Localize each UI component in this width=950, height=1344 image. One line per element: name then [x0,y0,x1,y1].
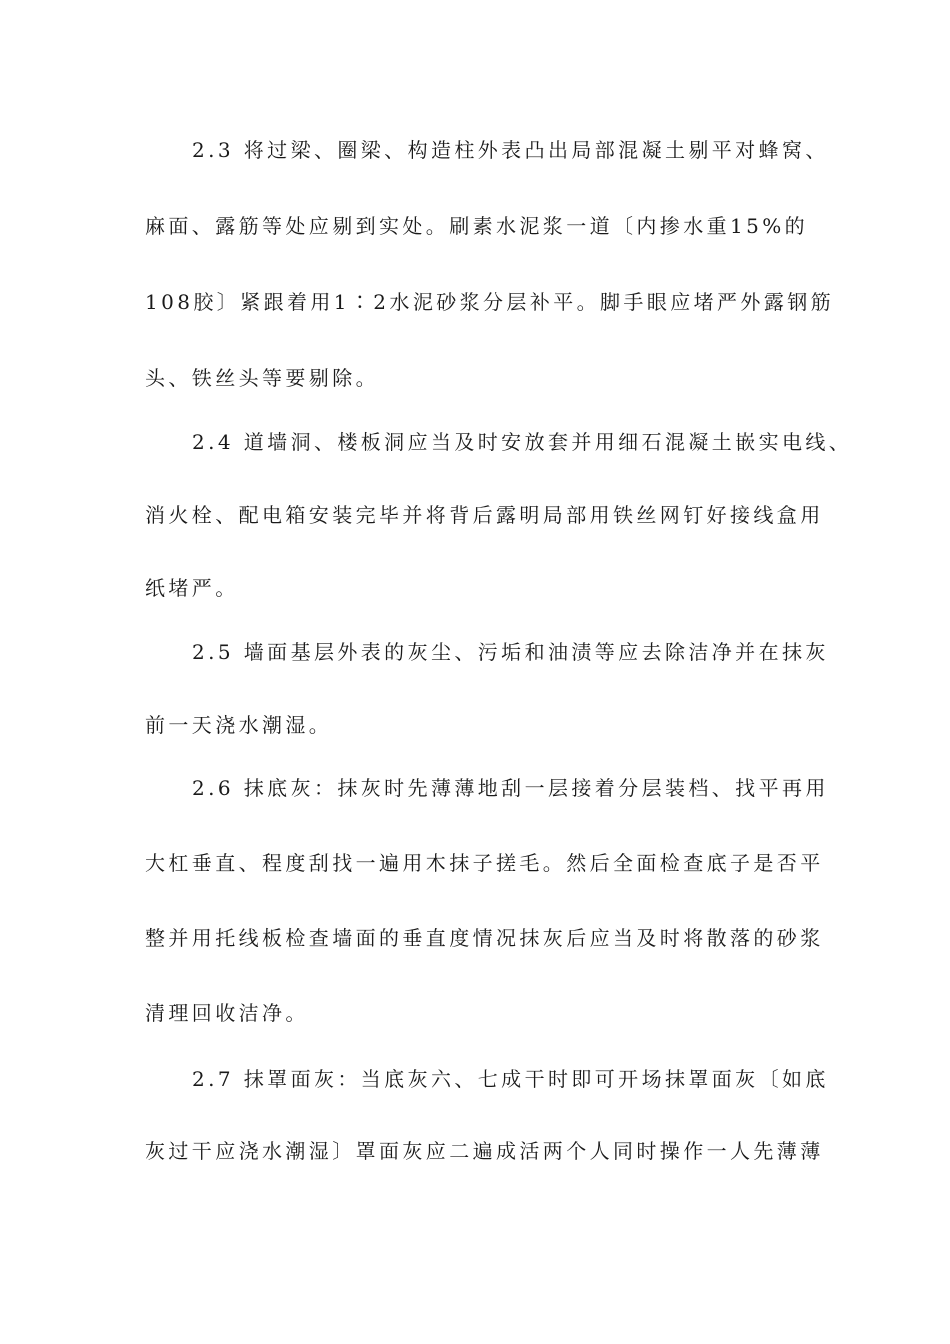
paragraph-2-3-line-1: 2.3 将过梁、圈梁、构造柱外表凸出局部混凝土剔平对蜂窝、 [192,138,829,162]
paragraph-2-6-line-3: 整并用托线板检查墙面的垂直度情况抹灰后应当及时将散落的砂浆 [145,926,824,950]
paragraph-2-6-line-2: 大杠垂直、程度刮找一遍用木抹子搓毛。然后全面检查底子是否平 [145,851,824,875]
paragraph-2-5-line-1: 2.5 墙面基层外表的灰尘、污垢和油渍等应去除洁净并在抹灰 [192,640,829,664]
paragraph-2-5-line-2: 前一天浇水潮湿。 [145,713,333,737]
paragraph-2-6-line-4: 清理回收洁净。 [145,1001,309,1025]
paragraph-2-3-line-3: 108胶〕紧跟着用1∶2水泥砂浆分层补平。脚手眼应堵严外露钢筋 [145,290,835,314]
paragraph-2-7-line-2: 灰过干应浇水潮湿〕罩面灰应二遍成活两个人同时操作一人先薄薄 [145,1139,824,1163]
paragraph-2-4-line-2: 消火栓、配电箱安装完毕并将背后露明局部用铁丝网钉好接线盒用 [145,503,824,527]
paragraph-2-4-line-3: 纸堵严。 [145,576,239,600]
paragraph-2-4-line-1: 2.4 道墙洞、楼板洞应当及时安放套并用细石混凝土嵌实电线、 [192,430,853,454]
paragraph-2-3-line-2: 麻面、露筋等处应剔到实处。刷素水泥浆一道〔内掺水重15%的 [145,214,809,238]
paragraph-2-6-line-1: 2.6 抹底灰：抹灰时先薄薄地刮一层接着分层装档、找平再用 [192,776,829,800]
paragraph-2-7-line-1: 2.7 抹罩面灰：当底灰六、七成干时即可开场抹罩面灰〔如底 [192,1067,829,1091]
paragraph-2-3-line-4: 头、铁丝头等要剔除。 [145,366,379,390]
